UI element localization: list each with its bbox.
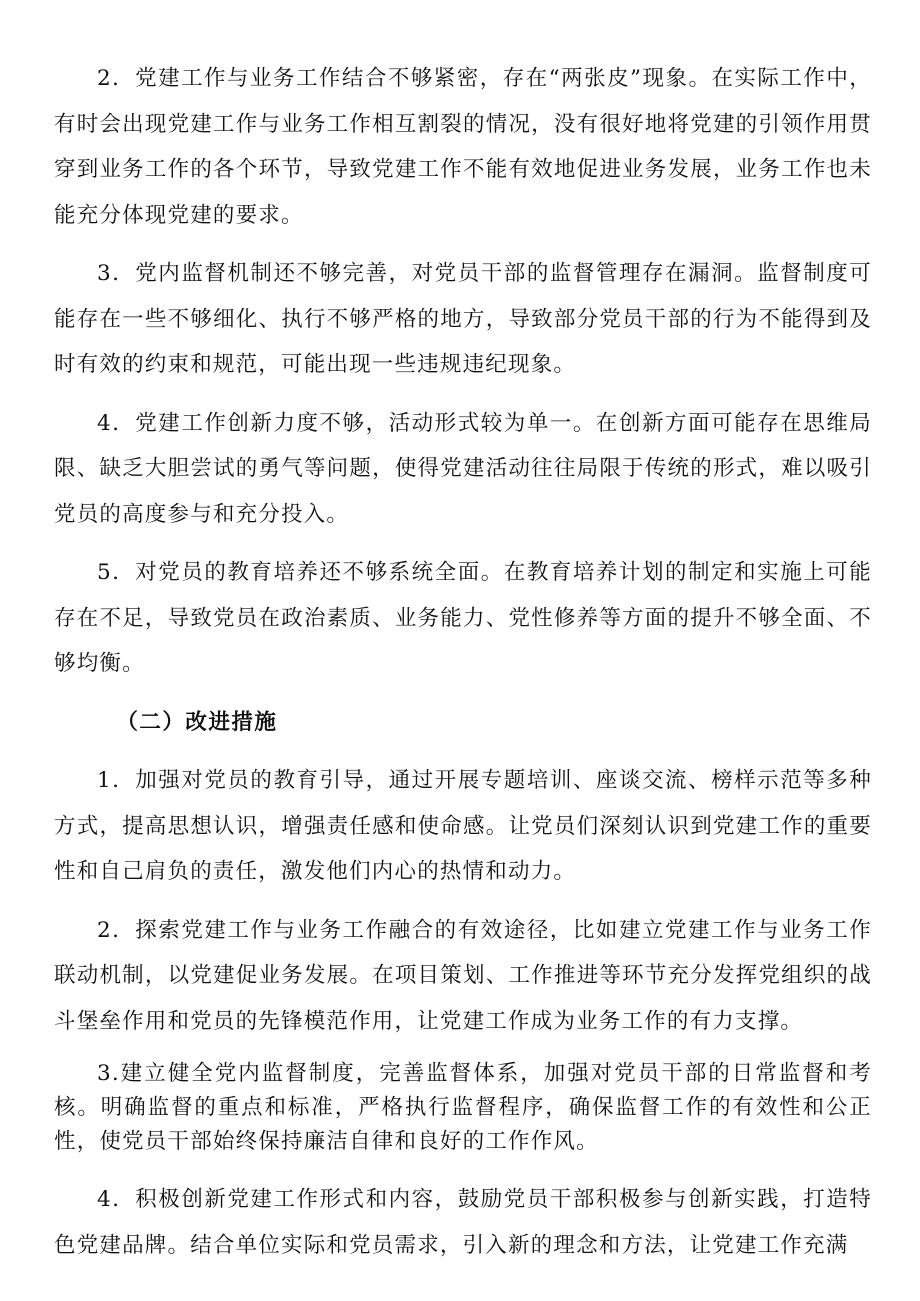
problem-paragraph-5: 5．对党员的教育培养还不够系统全面。在教育培养计划的制定和实施上可能存在不足，导致党员在政治素质、业务能力、党性修养等方面的提升不够全面、不够均衡。 [54,560,872,676]
measure-paragraph-3: 3.建立健全党内监督制度，完善监督体系，加强对党员干部的日常监督和考核。明确监督的重点和标准，严格执行监督程序，确保监督工作的有效性和公正性，使党员干部始终保持廉洁自律和良好的工作作风。 [54,1061,872,1154]
problem-paragraph-3: 3．党内监督机制还不够完善，对党员干部的监督管理存在漏洞。监督制度可能存在一些不够细化、执行不够严格的地方，导致部分党员干部的行为不能得到及时有效的约束和规范，可能出现一些违规违纪现象。 [54,261,872,377]
section-heading-improvement-measures: （二）改进措施 [116,709,278,735]
document-page [54,56,872,1281]
measure-paragraph-4: 4．积极创新党建工作形式和内容，鼓励党员干部积极参与创新实践，打造特色党建品牌。结合单位实际和党员需求，引入新的理念和方法，让党建工作充满 [54,1187,872,1258]
measure-paragraph-2: 2．探索党建工作与业务工作融合的有效途径，比如建立党建工作与业务工作联动机制，以党建促业务发展。在项目策划、工作推进等环节充分发挥党组织的战斗堡垒作用和党员的先锋模范作用，让党建工作成为业务工作的有力支撑。 [54,917,872,1034]
problem-paragraph-2: 2．党建工作与业务工作结合不够紧密，存在“两张皮”现象。在实际工作中，有时会出现党建工作与业务工作相互割裂的情况，没有很好地将党建的引领作用贯穿到业务工作的各个环节，导致党建工作不能有效地促进业务发展，业务工作也未能充分体现党建的要求。 [54,66,872,228]
problem-paragraph-4: 4．党建工作创新力度不够，活动形式较为单一。在创新方面可能存在思维局限、缺乏大胆尝试的勇气等问题，使得党建活动往往局限于传统的形式，难以吸引党员的高度参与和充分投入。 [54,410,872,527]
measure-paragraph-1: 1．加强对党员的教育引导，通过开展专题培训、座谈交流、榜样示范等多种方式，提高思想认识，增强责任感和使命感。让党员们深刻认识到党建工作的重要性和自己肩负的责任，激发他们内心的热情和动力。 [54,768,872,884]
